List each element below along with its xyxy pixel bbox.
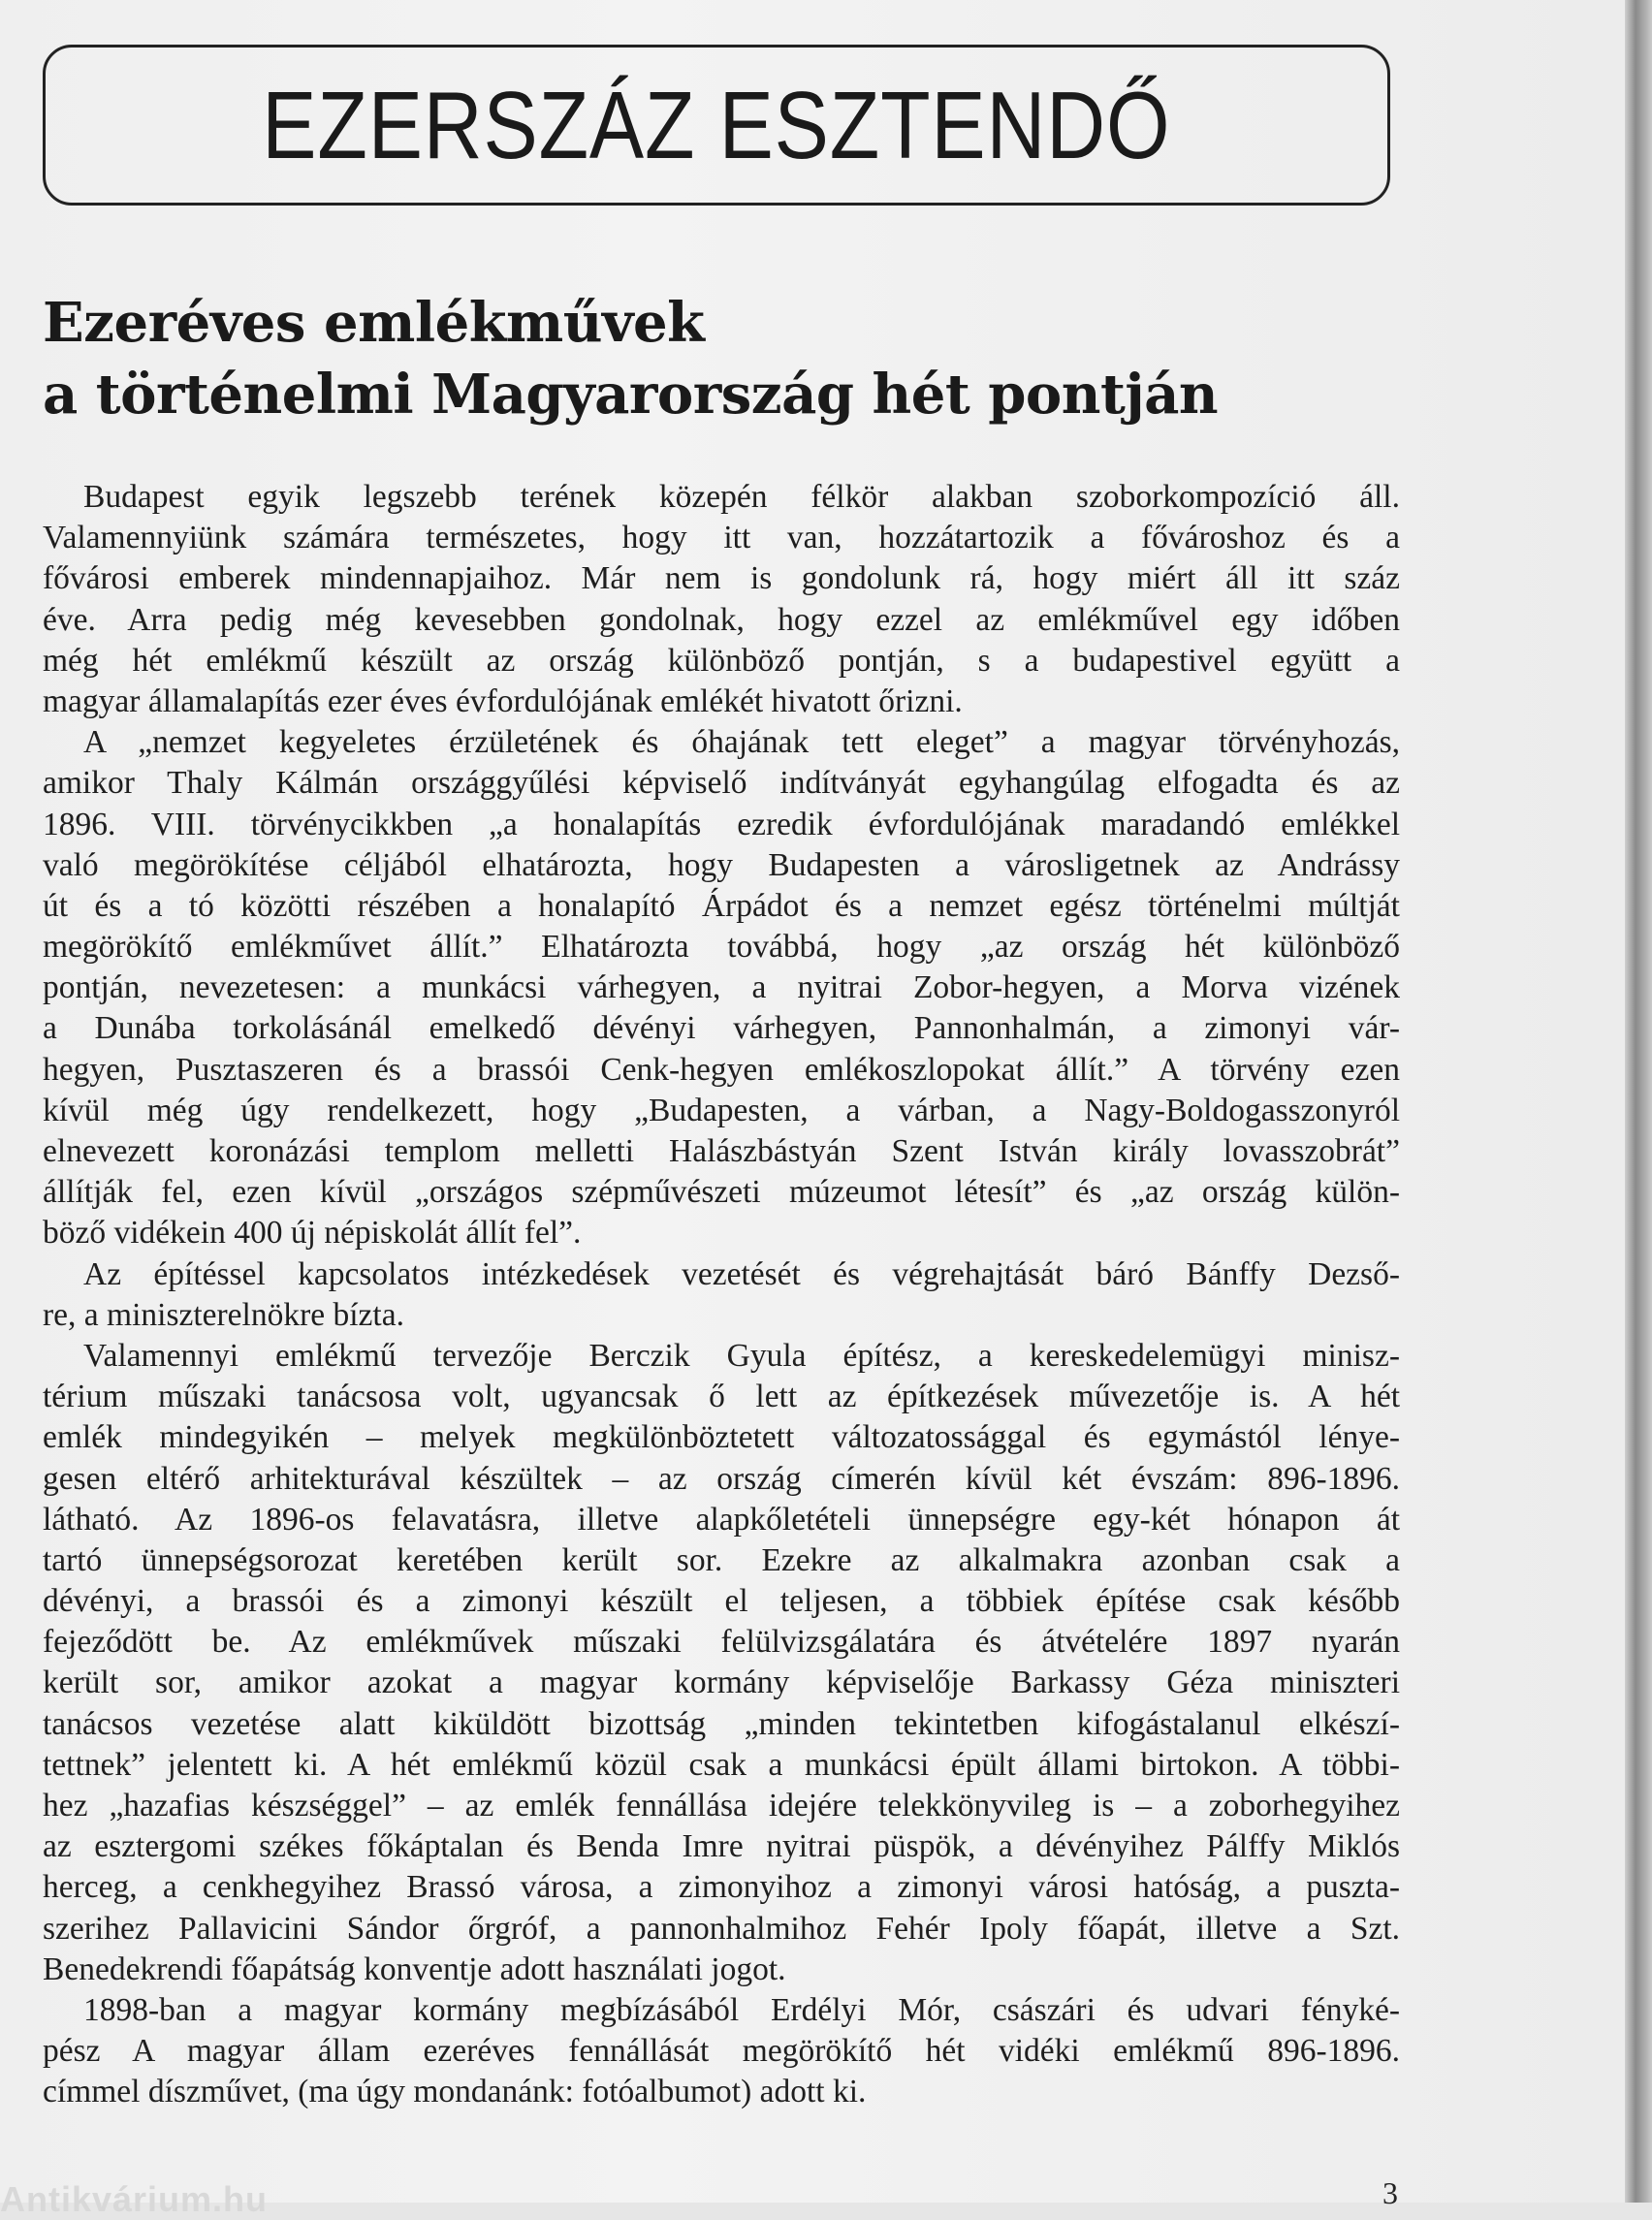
text-line: látható. Az 1896-os felavatásra, illetve alapkőletételi ünnepségre egy-két hónapon át	[43, 1501, 1400, 1538]
text-line: herceg, a cenkhegyihez Brassó városa, a zimonyihoz a zimonyi városi hatóság, a puszta-	[43, 1869, 1400, 1906]
text-line: Benedekrendi főapátság konventje adott használati jogot.	[43, 1950, 786, 1987]
text-line: a Dunába torkolásánál emelkedő dévényi várhegyen, Pannonhalmán, a zimonyi vár-	[43, 1010, 1400, 1047]
page-number: 3	[1382, 2175, 1398, 2210]
text-line: Valamennyi emlékmű tervezője Berczik Gyula építész, a kereskedelemügyi minisz-	[83, 1337, 1400, 1374]
text-line: térium műszaki tanácsosa volt, ugyancsak ő lett az építkezések művezetője is. A hét	[43, 1379, 1400, 1415]
page-edge-shadow	[1625, 0, 1652, 2203]
text-line: amikor Thaly Kálmán országgyűlési képviselő indítványát egyhangúlag elfogadta és az	[43, 765, 1400, 802]
text-line: emlék mindegyikén – melyek megkülönböztetett változatossággal és egymástól lénye-	[43, 1419, 1400, 1456]
text-line: szerihez Pallavicini Sándor őrgróf, a pannonhalmihoz Fehér Ipoly főapát, illetve a Szt.	[43, 1910, 1400, 1947]
text-line: az esztergomi székes főkáptalan és Benda Imre nyitrai püspök, a dévényihez Pálffy Miklós	[43, 1828, 1400, 1865]
text-line: dévényi, a brassói és a zimonyi készült el teljesen, a többiek építése csak később	[43, 1583, 1400, 1620]
text-line: 1898-ban a magyar kormány megbízásából Erdélyi Mór, császári és udvari fényké-	[83, 1991, 1400, 2028]
text-line: való megörökítése céljából elhatározta, hogy Budapesten a városligetnek az Andrássy	[43, 846, 1400, 883]
text-line: elnevezett koronázási templom melletti Halászbástyán Szent István király lovasszobrát”	[43, 1133, 1400, 1169]
text-line: kívül még úgy rendelkezett, hogy „Budapesten, a várban, a Nagy-Boldogasszonyról	[43, 1092, 1400, 1128]
article-title-line-2: a történelmi Magyarország hét pontján	[43, 363, 1219, 427]
text-line: tettnek” jelentett ki. A hét emlékmű közül csak a munkácsi épült állami birtokon. A többi-	[43, 1746, 1400, 1783]
text-line: még hét emlékmű készült az ország különböző pontján, s a budapestivel együtt a	[43, 642, 1400, 679]
article-body	[43, 477, 1400, 2113]
article-title-line-1: Ezeréves emlékművek	[43, 291, 705, 355]
section-header-title: EZERSZÁZ ESZTENDŐ	[262, 71, 1171, 178]
text-line: hegyen, Pusztaszeren és a brassói Cenk-hegyen emlékoszlopokat állít.” A törvény ezen	[43, 1051, 1400, 1088]
text-line: címmel díszművet, (ma úgy mondanánk: fotóalbumot) adott ki.	[43, 2074, 867, 2110]
text-line: Valamennyiünk számára természetes, hogy itt van, hozzátartozik a fővároshoz és a	[43, 520, 1400, 556]
text-line: Budapest egyik legszebb terének közepén félkör alakban szoborkompozíció áll.	[83, 479, 1400, 515]
header-box	[43, 45, 1390, 206]
text-line: állítják fel, ezen kívül „országos szépművészeti múzeumot létesít” és „az ország külön-	[43, 1174, 1400, 1211]
text-line: fejeződött be. Az emlékművek műszaki felülvizsgálatára és átvételére 1897 nyarán	[43, 1624, 1400, 1661]
text-line: böző vidékein 400 új népiskolát állít fel”.	[43, 1215, 582, 1252]
text-line: tartó ünnepségsorozat keretében került sor. Ezekre az alkalmakra azonban csak a	[43, 1541, 1400, 1578]
text-line: A „nemzet kegyeletes érzületének és óhajának tett eleget” a magyar törvényhozás,	[83, 724, 1400, 761]
text-line: pész A magyar állam ezeréves fennállását megörökítő hét vidéki emlékmű 896-1896.	[43, 2033, 1400, 2070]
text-line: re, a miniszterelnökre bízta.	[43, 1296, 404, 1333]
text-line: éve. Arra pedig még kevesebben gondolnak, hogy ezzel az emlékművel egy időben	[43, 601, 1400, 638]
text-line: fővárosi emberek mindennapjaihoz. Már nem is gondolunk rá, hogy miért áll itt száz	[43, 560, 1400, 597]
text-line: 1896. VIII. törvénycikkben „a honalapítás ezredik évfordulójának maradandó emlékkel	[43, 806, 1400, 842]
text-line: megörökítő emlékművet állít.” Elhatározta továbbá, hogy „az ország hét különböző	[43, 929, 1400, 966]
text-line: út és a tó közötti részében a honalapító Árpádot és a nemzet egész történelmi múltját	[43, 887, 1400, 924]
watermark: Antikvárium.hu	[0, 2179, 269, 2219]
text-line: Az építéssel kapcsolatos intézkedések vezetését és végrehajtását báró Bánffy Dezső-	[83, 1255, 1400, 1292]
text-line: gesen eltérő arhitekturával készültek – az ország címerén kívül két évszám: 896-1896.	[43, 1460, 1400, 1497]
text-line: hez „hazafias készséggel” – az emlék fennállása idejére telekkönyvileg is – a zoborhegyihez	[43, 1788, 1400, 1824]
text-line: tanácsos vezetése alatt kiküldött bizottság „minden tekintetben kifogástalanul elkészí-	[43, 1705, 1400, 1742]
text-line: került sor, amikor azokat a magyar kormány képviselője Barkassy Géza miniszteri	[43, 1665, 1400, 1701]
article-title	[43, 287, 1218, 430]
text-line: magyar államalapítás ezer éves évfordulójának emlékét hivatott őrizni.	[43, 682, 963, 719]
text-line: pontján, nevezetesen: a munkácsi várhegyen, a nyitrai Zobor-hegyen, a Morva vizének	[43, 969, 1400, 1006]
